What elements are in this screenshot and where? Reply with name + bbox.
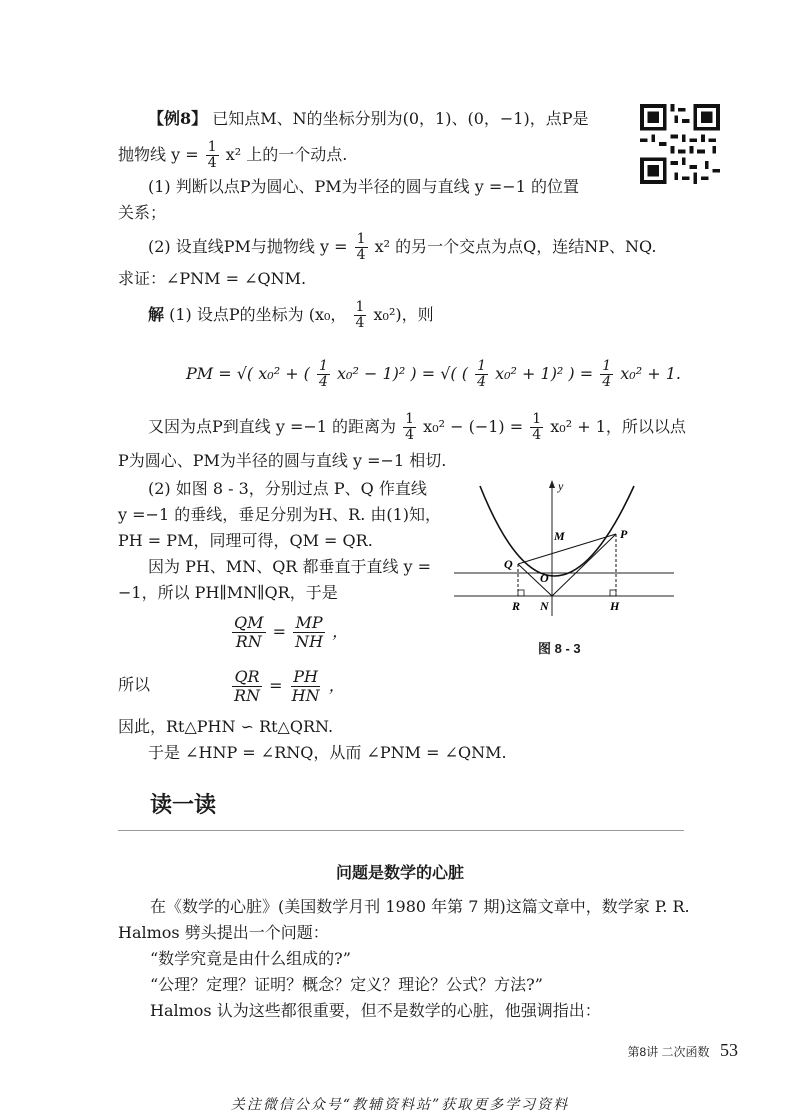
frac-den: 4	[477, 374, 486, 390]
label-M: M	[554, 529, 565, 543]
part2-line-2: y =−1 的垂线，垂足分别为H、R. 由(1)知，	[118, 505, 442, 524]
ratio-equation-2: $\frac{QR}{RN}$ = $\frac{PH}{HN}$ ，	[234, 667, 345, 705]
label-Q: Q	[504, 557, 513, 571]
conclusion-line-1: 因此，Rt△PHN ∽ Rt△QRN.	[118, 717, 334, 736]
frac-num: QM	[234, 613, 264, 632]
question-1-line-2: 关系；	[118, 203, 167, 222]
reading-quote-2: “公理？定理？证明？概念？定义？理论？公式？方法?”	[150, 975, 543, 994]
reading-p2: Halmos 认为这些都很重要，但不是数学的心脏，他强调指出：	[150, 1001, 601, 1020]
reading-heading: 读一读	[150, 792, 217, 817]
example-line-2-post: x² 上的一个动点.	[225, 145, 348, 164]
ratio-tail: ，	[332, 622, 349, 641]
fraction-one-quarter	[317, 359, 330, 390]
question-2-line-1	[148, 230, 656, 264]
frac-den: HN	[291, 686, 320, 705]
frac-den: 4	[355, 315, 365, 331]
label-y: y	[558, 479, 564, 493]
pm-eq-2: x₀² − 1)² ) = √( (	[337, 364, 468, 383]
ratio-tail: ，	[328, 676, 345, 695]
solution-label: 解	[148, 305, 165, 324]
fraction-qm-rn	[232, 614, 266, 651]
frac-num: 1	[355, 299, 365, 315]
conclusion-line-2: 于是 ∠HNP = ∠RNQ，从而 ∠PNM = ∠QNM.	[148, 743, 507, 762]
fraction-ph-hn	[290, 668, 322, 705]
frac-num: MP	[295, 613, 323, 632]
frac-num: 1	[405, 411, 415, 427]
solution-line-1	[148, 298, 434, 332]
watermark: 关注微信公众号“教辅资料站”获取更多学习资料	[230, 1097, 570, 1113]
right-angle-R	[518, 590, 524, 596]
example-line-2-pre: 抛物线 y =	[118, 145, 199, 164]
fraction-one-quarter	[600, 359, 613, 390]
pm-equation	[186, 354, 681, 394]
fraction-one-quarter	[355, 232, 368, 263]
solution-coord-end: x₀²)，则	[373, 305, 434, 324]
part2-line-4: 因为 PH、MN、QR 都垂直于直线 y =	[148, 557, 432, 576]
example-statement: 已知点M、N的坐标分别为(0，1)、(0，−1)，点P是	[212, 109, 589, 128]
frac-den: RN	[234, 686, 261, 705]
question-1-line-1: (1) 判断以点P为圆心、PM为半径的圆与直线 y =−1 的位置	[148, 177, 579, 196]
dist-mid: x₀² − (−1) =	[423, 417, 524, 436]
frac-num: 1	[207, 139, 217, 155]
frac-num: 1	[602, 358, 612, 374]
dist-pre: 又因为点P到直线 y =−1 的距离为	[148, 417, 397, 436]
fraction-one-quarter	[475, 359, 488, 390]
reading-p1-line-1: 在《数学的心脏》(美国数学月刊 1980 年第 7 期)这篇文章中，数学家 P. R.	[150, 897, 690, 916]
frac-den: NH	[295, 632, 324, 651]
ratio-equation-1: $\frac{QM}{RN}$ = $\frac{MP}{NH}$ ，	[234, 613, 349, 651]
figure-8-3	[452, 476, 682, 626]
frac-num: 1	[356, 231, 366, 247]
part2-line-5: −1，所以 PH∥MN∥QR，于是	[118, 583, 338, 602]
label-R: R	[512, 599, 521, 613]
q2-pre: (2) 设直线PM与抛物线 y =	[148, 237, 348, 256]
reading-title: 问题是数学的心脏	[335, 865, 464, 882]
right-angle-H	[610, 590, 616, 596]
frac-den: 4	[207, 155, 217, 171]
page-footer	[628, 1040, 738, 1061]
frac-num: 1	[532, 411, 542, 427]
fraction-one-quarter	[206, 140, 219, 171]
frac-num: 1	[319, 358, 328, 374]
reading-quote-1: “数学究竟是由什么组成的?”	[150, 949, 351, 968]
section-divider	[118, 830, 684, 831]
pm-eq-1: PM = √( x₀² + (	[186, 364, 310, 383]
frac-num: 1	[477, 358, 486, 374]
fraction-one-quarter	[403, 412, 416, 443]
fraction-one-quarter	[530, 412, 543, 443]
example-line-2	[118, 138, 347, 172]
distance-line-1	[148, 410, 686, 444]
frac-den: 4	[602, 374, 612, 390]
y-axis-arrow	[549, 480, 555, 488]
solution-coord: (x₀，	[308, 305, 347, 324]
figure-caption: 图 8 - 3	[538, 641, 581, 656]
dist-post: x₀² + 1，所以以点	[550, 417, 686, 436]
label-H: H	[610, 599, 620, 613]
distance-line-2: P为圆心、PM为半径的圆与直线 y =−1 相切.	[118, 451, 447, 470]
question-2-line-2: 求证：∠PNM = ∠QNM.	[118, 269, 307, 288]
solution-s1: (1) 设点P的坐标为	[169, 305, 304, 324]
reading-p1-line-2: Halmos 劈头提出一个问题：	[118, 923, 329, 942]
frac-num: PH	[293, 667, 318, 686]
qr-code	[640, 104, 720, 184]
pm-eq-4: x₀² + 1.	[620, 364, 681, 383]
label-O: O	[540, 571, 549, 585]
page-number: 53	[720, 1040, 738, 1060]
label-N: N	[540, 599, 549, 613]
frac-den: RN	[235, 632, 262, 651]
fraction-qr-rn	[232, 668, 262, 705]
example-tag: 【例8】	[148, 109, 208, 128]
frac-den: 4	[405, 427, 415, 443]
so-label: 所以	[118, 675, 151, 694]
fraction-mp-nh	[293, 614, 325, 651]
fraction-one-quarter	[354, 300, 367, 331]
pm-eq-3: x₀² + 1)² ) =	[495, 364, 594, 383]
line-QP	[518, 534, 616, 564]
frac-den: 4	[319, 374, 328, 390]
chapter-label: 第8讲 二次函数	[627, 1045, 710, 1059]
frac-num: QR	[234, 667, 260, 686]
label-P: P	[620, 527, 628, 541]
q2-post: x² 的另一个交点为点Q，连结NP、NQ.	[374, 237, 657, 256]
part2-line-1: (2) 如图 8 - 3，分别过点 P、Q 作直线	[148, 479, 427, 498]
example-line-1	[148, 108, 588, 130]
part2-line-3: PH = PM，同理可得，QM = QR.	[118, 531, 373, 550]
frac-den: 4	[532, 427, 542, 443]
frac-den: 4	[356, 247, 366, 263]
